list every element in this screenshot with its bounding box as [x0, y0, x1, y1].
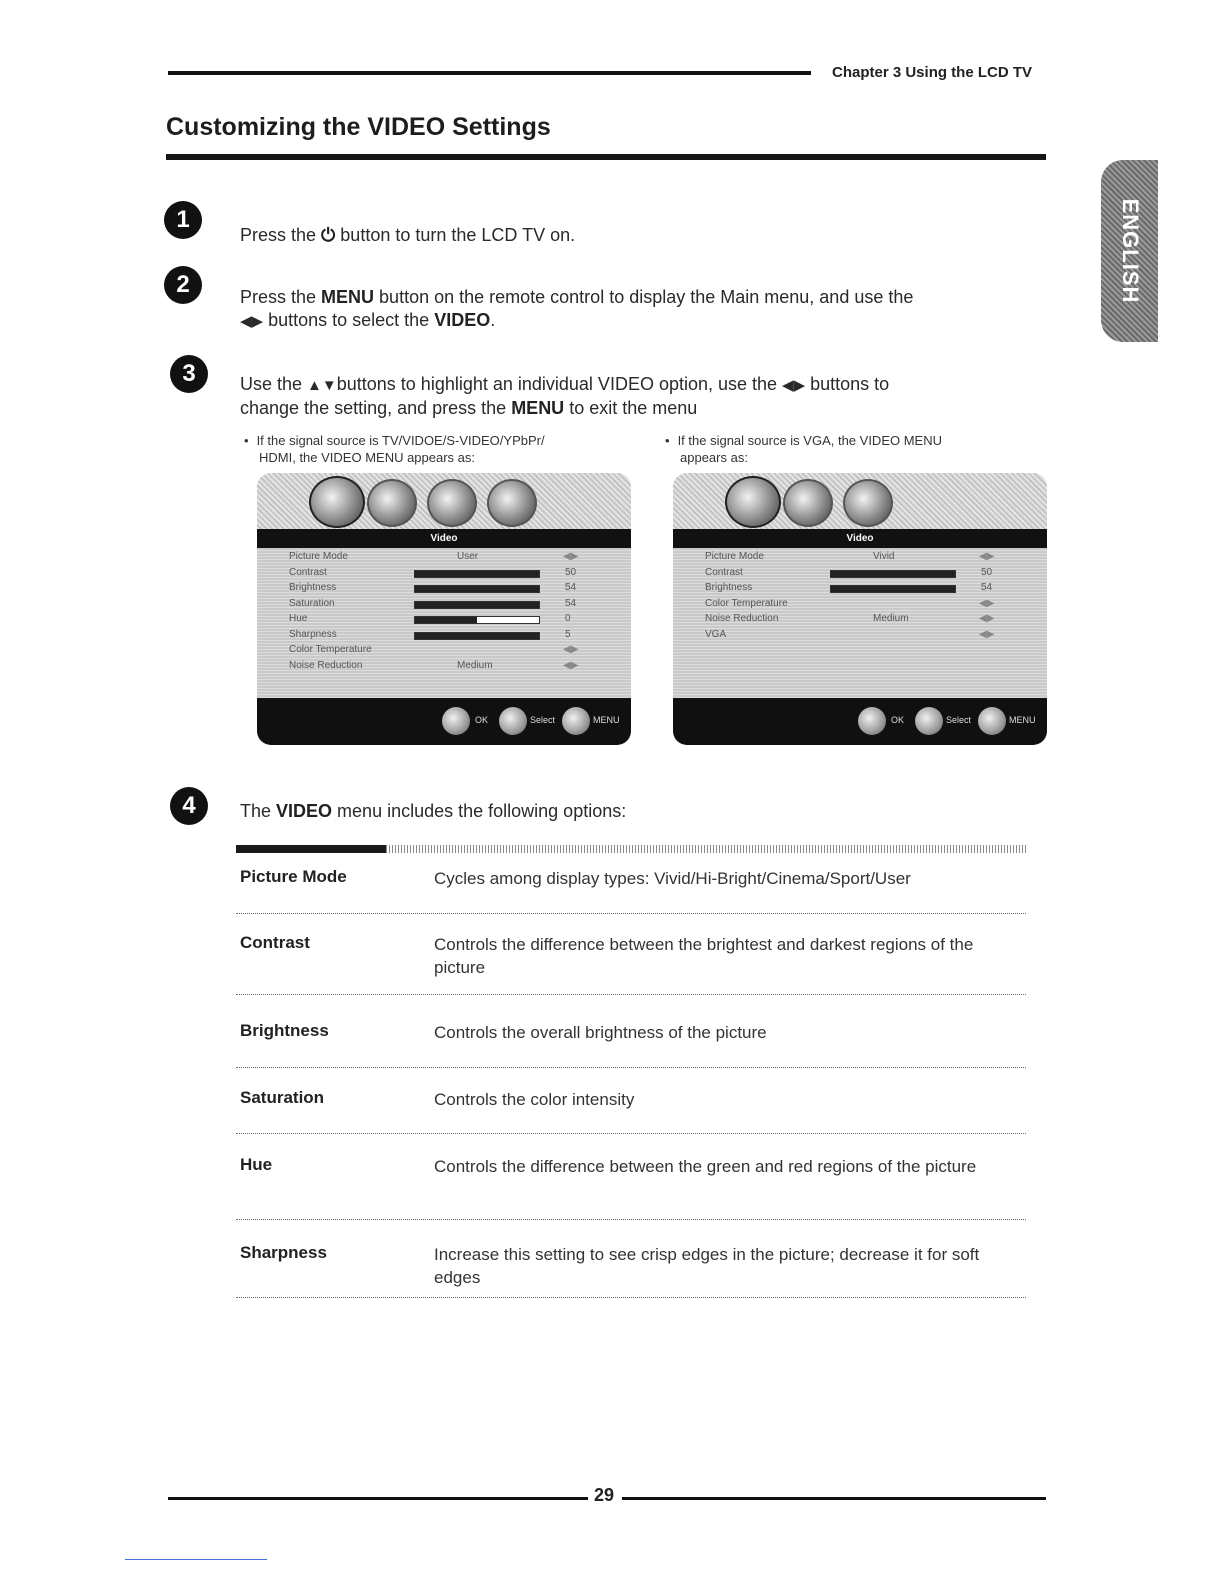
tv-menu-slider [414, 601, 540, 609]
menu-button-icon [562, 707, 590, 735]
step-2-post: buttons to select the [263, 310, 435, 330]
tv-menu-row-value: 5 [565, 628, 571, 640]
tv-menu-row-label: Color Temperature [289, 644, 372, 655]
option-description: Controls the difference between the green and red regions of the picture [434, 1157, 977, 1176]
option-row-divider [236, 994, 1026, 995]
left-right-arrows-icon: ◀▶ [240, 313, 264, 330]
option-description: Controls the difference between the brightest and darkest regions of the picture [434, 935, 974, 977]
left-right-arrows-icon: ◀▶ [782, 377, 806, 394]
bullet-standard-source: • If the signal source is TV/VIDOE/S-VIDEO/YPbPr/ HDMI, the VIDEO MENU appears as: [244, 433, 545, 465]
channel-icon [843, 479, 893, 527]
tv-menu-row-label: Hue [289, 613, 308, 624]
step-2-pre: Press the [240, 287, 322, 307]
option-name: Picture Mode [240, 867, 347, 886]
power-icon: ⏻ [321, 225, 336, 245]
step-1-post: button to turn the LCD TV on. [335, 225, 576, 245]
menu-label: MENU [1009, 715, 1036, 725]
tv-menu-row [673, 551, 1047, 565]
footer-rule-right [622, 1497, 1046, 1500]
picture-icon [309, 476, 365, 528]
tv-menu-slider [830, 585, 956, 593]
left-right-arrows-icon: ◀▶ [979, 613, 995, 624]
left-right-arrows-icon: ◀▶ [979, 628, 995, 640]
tv-menu-row-value: Vivid [873, 551, 895, 562]
ok-button-icon [858, 707, 886, 735]
tv-menu-row-value: 54 [565, 597, 577, 609]
step-1-pre: Press the [240, 225, 322, 245]
menu-label: MENU [593, 715, 620, 725]
tv-menu-row [257, 629, 631, 643]
step-4-badge: 4 [170, 787, 208, 825]
tv-menu-slider [414, 585, 540, 593]
side-tab-label: ENGLISH [1117, 198, 1143, 304]
tv-menu-row-value: Medium [457, 659, 493, 671]
option-name: Hue [240, 1155, 273, 1174]
tv-menu-row [673, 582, 1047, 596]
bullet-left-line1: If the signal source is TV/VIDOE/S-VIDEO/YPbPr/ [256, 433, 545, 448]
select-label: Select [530, 715, 556, 725]
step-2-badge: 2 [164, 266, 202, 304]
tv-menu-row-label: Brightness [705, 582, 753, 593]
tv-menu-row [673, 629, 1047, 643]
option-name: Contrast [240, 933, 310, 952]
step-3-menu: MENU [511, 398, 565, 418]
header-rule [168, 71, 811, 75]
tv-menu-row [257, 582, 631, 596]
tv-menu-row-label: Picture Mode [705, 551, 764, 562]
tv-video-menu-vga [673, 473, 1047, 745]
left-right-arrows-icon: ◀▶ [563, 551, 579, 562]
tv-menu-row-label: VGA [705, 628, 727, 640]
title-rule [166, 154, 1046, 160]
tv-menu-row-label: Noise Reduction [705, 613, 779, 624]
tv-menu-row-value: 0 [565, 613, 571, 624]
step-3-mid: buttons to highlight an individual VIDEO option, use the [336, 374, 783, 394]
option-row-divider [236, 1219, 1026, 1220]
option-description: Controls the overall brightness of the picture [434, 1023, 767, 1042]
left-right-arrows-icon: ◀▶ [979, 597, 995, 609]
tv-menu-row-label: Color Temperature [705, 597, 788, 609]
select-label: Select [946, 715, 972, 725]
setup-icon [487, 479, 537, 527]
step-3-text [240, 373, 889, 420]
tv-menu-slider [830, 570, 956, 578]
option-description: Cycles among display types: Vivid/Hi-Bright/Cinema/Sport/User [434, 869, 911, 888]
tv-menu-row-value: 50 [565, 566, 577, 578]
tv-menu-row-label: Noise Reduction [289, 659, 363, 671]
step-4-video: VIDEO [276, 801, 333, 821]
step-1-badge: 1 [164, 201, 202, 239]
tv-menu-row [257, 644, 631, 658]
step-4-post: menu includes the following options: [332, 801, 627, 821]
chapter-heading: Chapter 3 Using the LCD TV [832, 64, 1033, 81]
tv-menu-row [257, 567, 631, 581]
step-3-line2a: change the setting, and press the [240, 398, 512, 418]
tv-menu-row-value: 50 [981, 566, 993, 578]
tv-menu-icon-strip [673, 473, 1047, 529]
picture-icon [725, 476, 781, 528]
step-2-menu: MENU [321, 287, 375, 307]
step-2-video: VIDEO [434, 310, 491, 330]
step-4-text [240, 800, 626, 823]
ok-label: OK [891, 715, 905, 725]
tv-menu-row-label: Contrast [705, 566, 743, 578]
select-button-icon [499, 707, 527, 735]
tv-menu-row [257, 613, 631, 627]
step-1-text [240, 224, 575, 247]
option-row-divider [236, 913, 1026, 914]
tv-menu-title: Video [257, 529, 631, 548]
ok-label: OK [475, 715, 489, 725]
tv-menu-row-value: 54 [565, 582, 577, 593]
page-number: 29 [594, 1485, 615, 1505]
option-name: Sharpness [240, 1243, 327, 1262]
option-description: Controls the color intensity [434, 1090, 635, 1109]
option-row-divider [236, 1133, 1026, 1134]
tv-menu-footer [673, 698, 1047, 745]
option-name: Saturation [240, 1088, 325, 1107]
tv-menu-body [257, 548, 631, 698]
tv-menu-row [673, 567, 1047, 581]
step-2-end: . [490, 310, 496, 330]
tv-menu-slider [414, 570, 540, 578]
up-down-arrows-icon: ▲▼ [307, 377, 337, 394]
language-side-tab [1101, 160, 1158, 342]
tv-menu-title: Video [673, 529, 1047, 548]
step-2-mid: button on the remote control to display the Main menu, and use the [374, 287, 914, 307]
tv-menu-row [673, 613, 1047, 627]
option-row-divider [236, 1297, 1026, 1298]
tv-menu-footer [257, 698, 631, 745]
step-3-line2b: to exit the menu [564, 398, 698, 418]
left-right-arrows-icon: ◀▶ [979, 551, 995, 562]
menu-button-icon [978, 707, 1006, 735]
ok-button-icon [442, 707, 470, 735]
option-name: Brightness [240, 1021, 329, 1040]
page-title: Customizing the VIDEO Settings [166, 113, 551, 141]
bullet-right-line2: appears as: [680, 450, 748, 465]
link-underline [125, 1559, 267, 1560]
select-button-icon [915, 707, 943, 735]
tv-menu-row-value: User [457, 551, 479, 562]
step-3-badge: 3 [170, 355, 208, 393]
bullet-right-line1: If the signal source is VGA, the VIDEO MENU [677, 433, 942, 448]
audio-icon [367, 479, 417, 527]
left-right-arrows-icon: ◀▶ [563, 644, 579, 655]
left-right-arrows-icon: ◀▶ [563, 659, 579, 671]
tv-video-menu-standard [257, 473, 631, 745]
tv-menu-row [257, 551, 631, 565]
tv-menu-row-label: Saturation [289, 597, 335, 609]
bullet-vga-source: • If the signal source is VGA, the VIDEO MENU appears as: [665, 433, 942, 465]
tv-menu-row-value: 54 [981, 582, 993, 593]
tv-menu-row-label: Contrast [289, 566, 327, 578]
tv-menu-slider [414, 616, 540, 624]
step-3-post: buttons to [805, 374, 890, 394]
step-2-text [240, 286, 913, 333]
bullet-left-line2: HDMI, the VIDEO MENU appears as: [259, 450, 476, 465]
audio-icon [783, 479, 833, 527]
tv-menu-row [257, 660, 631, 674]
tv-menu-row-value: Medium [873, 613, 909, 624]
tv-menu-icon-strip [257, 473, 631, 529]
step-3-pre: Use the [240, 374, 308, 394]
tv-menu-slider [414, 632, 540, 640]
option-row-divider [236, 1067, 1026, 1068]
tv-menu-body [673, 548, 1047, 698]
tv-menu-row [257, 598, 631, 612]
options-table-top-rule [236, 845, 1026, 853]
tv-menu-row-label: Brightness [289, 582, 337, 593]
step-4-pre: The [240, 801, 277, 821]
tv-menu-row-label: Sharpness [289, 628, 337, 640]
tv-menu-row [673, 598, 1047, 612]
channel-icon [427, 479, 477, 527]
tv-menu-row-label: Picture Mode [289, 551, 348, 562]
option-description: Increase this setting to see crisp edges in the picture; decrease it for soft edges [434, 1245, 980, 1287]
footer-rule-left [168, 1497, 588, 1500]
